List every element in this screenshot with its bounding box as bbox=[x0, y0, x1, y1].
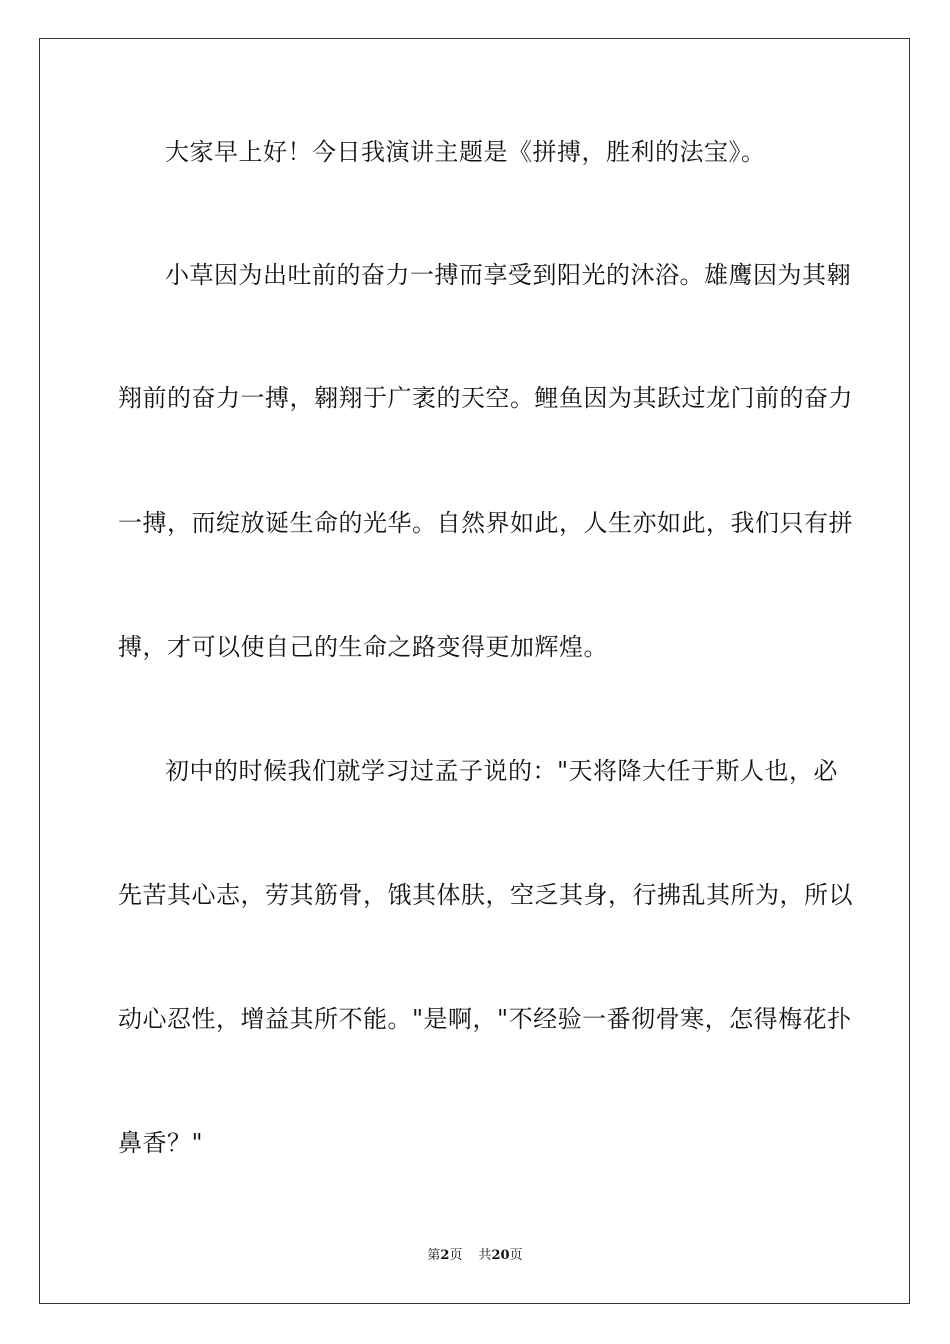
paragraph-2-line-2: 翔前的奋力一搏，翱翔于广袤的天空。鲤鱼因为其跃过龙门前的奋力 bbox=[118, 384, 853, 412]
paragraph-1-line-1: 大家早上好！今日我演讲主题是《拼搏，胜利的法宝》。 bbox=[165, 138, 766, 166]
paragraph-2-line-1: 小草因为出吐前的奋力一搏而享受到阳光的沐浴。雄鹰因为其翱 bbox=[165, 261, 851, 289]
footer-total-prefix: 共 bbox=[478, 1248, 492, 1263]
page-frame bbox=[39, 38, 910, 1304]
footer-total-suffix: 页 bbox=[509, 1248, 523, 1263]
paragraph-3-line-4: 鼻香？" bbox=[118, 1129, 204, 1157]
paragraph-2-line-4: 搏，才可以使自己的生命之路变得更加辉煌。 bbox=[118, 633, 608, 661]
footer-page-suffix: 页 bbox=[449, 1248, 463, 1263]
paragraph-2-line-3: 一搏，而绽放诞生命的光华。自然界如此，人生亦如此，我们只有拼 bbox=[118, 509, 853, 537]
paragraph-3-line-2: 先苦其心志，劳其筋骨，饿其体肤，空乏其身，行拂乱其所为，所以 bbox=[118, 881, 853, 909]
paragraph-3-line-3: 动心忍性，增益其所不能。"是啊，"不经验一番彻骨寒，怎得梅花扑 bbox=[118, 1005, 852, 1033]
footer-total-pages: 20 bbox=[491, 1248, 510, 1263]
paragraph-3-line-1: 初中的时候我们就学习过孟子说的："天将降大任于斯人也，必 bbox=[165, 757, 839, 785]
footer-page-number: 2 bbox=[440, 1248, 450, 1263]
footer-page-prefix: 第 bbox=[427, 1248, 441, 1263]
page-footer bbox=[0, 1248, 950, 1264]
